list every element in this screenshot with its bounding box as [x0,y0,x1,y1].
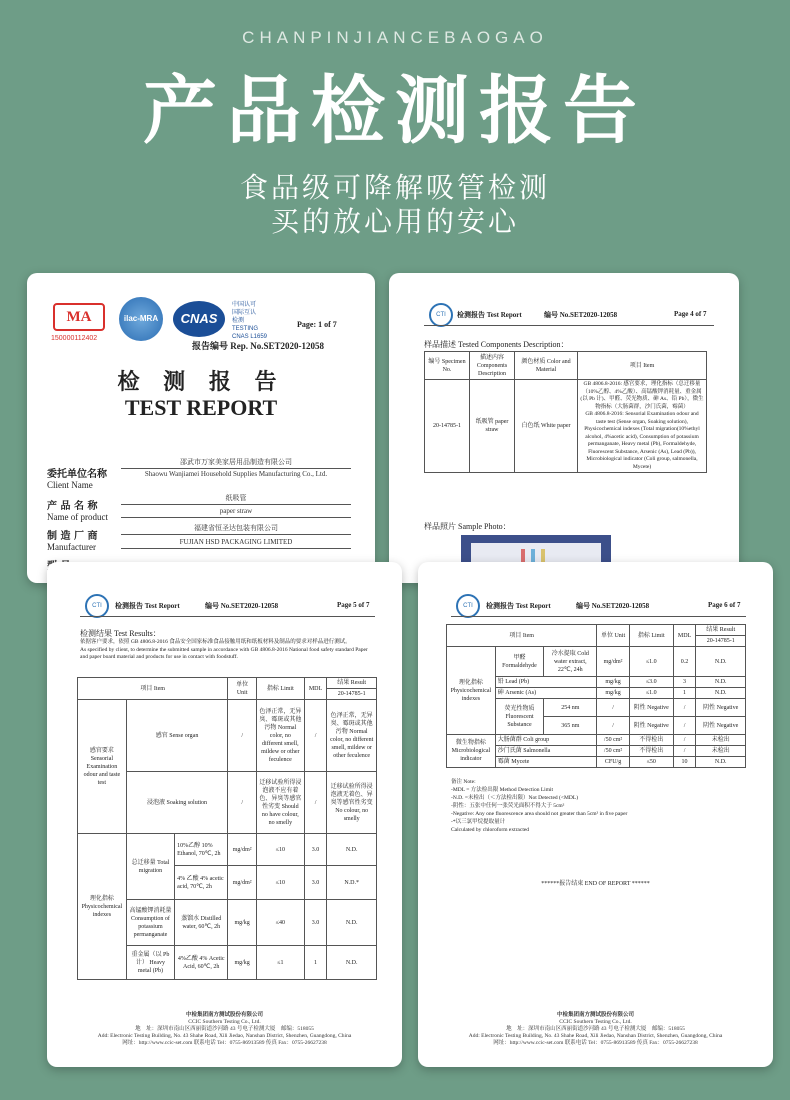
lead-result: N.D. [696,677,746,688]
col-unit: 单位 Unit [597,625,629,647]
cover-title-en: TEST REPORT [124,395,278,420]
page6-header-label: 检测报告 Test Report [486,602,551,610]
cnas-text: 中国认可 国际互认 检测 TESTING CNAS L1659 [232,302,268,340]
soak-limit: 迁移试验所得浸泡液不应有着色、异臭等感官性劣变 Should no have colour, no smelly [256,772,304,834]
ilac-logo: ilac-MRA [119,297,163,341]
item-sense-organ: 感官 Sense organ [126,700,228,772]
formaldehyde-unit: mg/dm² [597,647,629,677]
mig2-unit: mg/dm² [228,866,257,900]
coli-result: 未检出 [696,735,746,746]
arsenic-result: N.D. [696,688,746,699]
formaldehyde-mdl: 0.2 [673,647,696,677]
soak-mdl: / [304,772,327,834]
heavy-mdl: 1 [304,946,327,980]
item-kmno4: 高锰酸钾消耗量 Consumption of potassium permanganate [126,900,174,946]
page4-header-rule [424,325,714,326]
mig-acetic: 4% 乙酸 4% acetic acid, 70℃, 2h [175,866,228,900]
formaldehyde-result: N.D. [696,647,746,677]
page6-notes: 备注 Note: -MDL = 方法检出限 Method Detection Limit -N.D. =未检出（＜方法检出限）Not Detected (<MDL) -阴性：五张中任何一张荧光面积不得大于 5cm² -Negative: Any one fluorescence area should not greater than 5cm² in five paper -*以三氯甲烷提取量计 Calculated by chloroform extracted [451,779,628,833]
page6-header-no: 编号 No.SET2020-12058 [576,602,650,610]
mig1-mdl: 3.0 [304,834,327,866]
page4-photo-label: 样品照片 Sample Photo： [424,522,511,531]
kmno4-unit: mg/kg [228,900,257,946]
client-value-en: Shaowu Wanjiamei Household Supplies Manufacturing Co., Ltd. [144,470,328,478]
heavy-cond: 4%乙酸 4% Acetic Acid, 60℃, 2h [175,946,228,980]
fluor254-unit: / [597,699,629,717]
client-label: 委托单位名称 Client Name [47,469,107,490]
heavy-result: N.D. [327,946,377,980]
myc-result: N.D. [696,757,746,768]
manufacturer-value-cn: 福建省恒圣达包装有限公司 [121,523,351,535]
kmno4-limit: ≤40 [256,900,304,946]
item-soaking: 浸泡液 Soaking solution [126,772,228,834]
heavy-unit: mg/kg [228,946,257,980]
col-unit: 单位 Unit [228,678,257,700]
fluor365-unit: / [597,717,629,735]
cti-logo-icon: CTI [429,303,453,327]
soak-unit: / [228,772,257,834]
fluor365-limit: 阴性 Negative [629,717,673,735]
col-result: 结果 Result [696,625,746,636]
salm-unit: /50 cm² [597,746,629,757]
page5-header-no: 编号 No.SET2020-12058 [205,602,279,610]
cell-description: 纸吸管 paper straw [470,380,515,473]
product-value-en: paper straw [121,506,351,518]
arsenic-unit: mg/kg [597,688,629,699]
mig1-result: N.D. [327,834,377,866]
col-description: 描述内容 Components Description [470,352,515,380]
myc-unit: CFU/g [597,757,629,768]
salm-mdl: / [673,746,696,757]
kmno4-result: N.D. [327,900,377,946]
item-lead: 铅 Lead (Pb) [495,677,597,688]
fluor-365: 365 nm [544,717,597,735]
salm-result: 未检出 [696,746,746,757]
arsenic-mdl: 1 [673,688,696,699]
fluor365-mdl: / [673,717,696,735]
coli-limit: 不得检出 [629,735,673,746]
fluor254-limit: 阴性 Negative [629,699,673,717]
mig1-unit: mg/dm² [228,834,257,866]
col-specimen: 编号 Specimen No. [425,352,470,380]
header-subtitle-1: 食品级可降解吸管检测 [239,171,550,204]
group-microbiological: 微生物指标 Microbiological indicator [447,735,496,768]
page5-section-title: 检测结果 Test Results： [80,629,161,638]
lead-limit: ≤3.0 [629,677,673,688]
myc-limit: ≤50 [629,757,673,768]
heavy-limit: ≤1 [256,946,304,980]
col-item: 项目 Item [578,352,707,380]
arsenic-limit: ≤1.0 [629,688,673,699]
mig2-mdl: 3.0 [304,866,327,900]
lead-unit: mg/kg [597,677,629,688]
header-title: 产品检测报告 [143,68,647,154]
mig2-limit: ≤10 [256,866,304,900]
page4-section-title: 样品描述 Tested Components Description： [424,340,569,349]
col-item: 项目 Item [78,678,228,700]
cell-color: 白色纸 White paper [515,380,578,473]
report-cover-card [27,273,375,583]
sense-limit: 色泽正常，无异臭、霉斑或其他污物 Normal color, no different smell, mildew or other feculence [256,700,304,772]
coli-mdl: / [673,735,696,746]
page6-footer: 中检集团南方测试股份有限公司 CCIC Southern Testing Co., Ltd. 地 址：深圳市南山区西丽街道沙河路 43 号电子检测大厦 邮编：518055 Add: Electronic Testing Building, No. 43 Shahe Road, Xili Jiedao, Nanshan District, Shenzhen, Guangdong, China 网址：http://www.ccic-set.com 联系电话 Tel：0755-86913589 传真 Fax：0755-26627238 [468,1012,723,1046]
group-sensorial: 感官要求 Sensorial Examination odour and taste test [78,700,127,834]
sense-unit: / [228,700,257,772]
page6-header-rule [451,616,746,617]
item-formaldehyde: 甲醛 Formaldehyde [495,647,543,677]
item-coli: 大肠菌群 Coli group [495,735,597,746]
cti-logo-icon: CTI [456,594,480,618]
salm-limit: 不得检出 [629,746,673,757]
mig2-result: N.D.* [327,866,377,900]
item-mycete: 霉菌 Mycete [495,757,597,768]
item-total-migration: 总迁移量 Total migration [126,834,174,900]
results-table-page6 [446,624,746,768]
client-value-cn: 邵武市万家美家居用品制造有限公司 [121,457,351,469]
col-result: 结果 Result [327,678,377,689]
col-mdl: MDL [673,625,696,647]
item-salmonella: 沙门氏菌 Salmonella [495,746,597,757]
cell-item: GB 4806.8-2016: 感官要求，理化指标（总迁移量（10%乙醇、4%乙酸）、高锰酸钾消耗量、重金属(以 Pb 计)、甲醛、荧光物质、砷 As、铅 Pb），微生物指标（大肠菌群，沙门氏菌，霉菌） GB 4806.8-2016: Sensorial Examination odour and taste test (Sense organ, Soaking solution), Physicochemical indexes (Total migration(10%ethyl alcohol, 4%acetic acid), Consumption of potassium permanganate, Heavy metal (Pb), Formaldehyde, Fluorescent Substance, Arsenic (As), Lead (Pb)), Microbiological indicator (Coli group, salmonella, Mycete) [578,380,707,473]
page5-header-label: 检测报告 Test Report [115,602,180,610]
page6-header-page: Page 6 of 7 [708,601,741,609]
group-physicochemical: 理化指标 Physicochemical indexes [447,647,496,735]
item-arsenic: 砷 Arsenic (As) [495,688,597,699]
report-page-4-card [389,273,739,583]
page5-header-rule [80,616,375,617]
report-page-6-card [418,562,773,1067]
fluor365-result: 阴性 Negative [696,717,746,735]
page4-header-no: 编号 No.SET2020-12058 [544,311,618,319]
col-limit: 指标 Limit [256,678,304,700]
sense-result: 色泽正常，无异臭、霉斑或其他污物 Normal color, no different smell, mildew or other feculence [327,700,377,772]
group-physicochemical: 理化指标 Physicochemical indexes [78,834,127,980]
components-table [424,351,707,473]
cma-number: 150000112402 [51,335,98,342]
col-mdl: MDL [304,678,327,700]
coli-unit: /50 cm² [597,735,629,746]
page4-header-label: 检测报告 Test Report [457,311,522,319]
lead-mdl: 3 [673,677,696,688]
cover-title-cn: 检 测 报 告 [117,369,285,395]
col-color: 颜色材质 Color and Material [515,352,578,380]
results-table-page5 [77,677,377,980]
fluor-254: 254 nm [544,699,597,717]
page5-header-page: Page 5 of 7 [337,601,370,609]
kmno4-mdl: 3.0 [304,900,327,946]
item-fluorescent: 荧光性物质 Fluorescent Substance [495,699,543,735]
report-page-5-card [47,562,402,1067]
cma-logo: MA [53,303,105,331]
col-sample: 20-14785-1 [327,689,377,700]
end-of-report: ******报告结束 END OF REPORT ****** [541,881,650,887]
fluor254-mdl: / [673,699,696,717]
formaldehyde-limit: ≤1.0 [629,647,673,677]
product-label: 产 品 名 称 Name of product [47,501,108,522]
mig-ethanol: 10%乙醇 10% Ethanol, 70℃, 2h [175,834,228,866]
manufacturer-value-en: FUJIAN HSD PACKAGING LIMITED [121,537,351,549]
col-limit: 指标 Limit [629,625,673,647]
mig1-limit: ≤10 [256,834,304,866]
manufacturer-label: 制 造 厂 商 Manufacturer [47,531,98,552]
page5-footer: 中检集团南方测试股份有限公司 CCIC Southern Testing Co., Ltd. 地 址：深圳市南山区西丽街道沙河路 43 号电子检测大厦 邮编：518055 Add: Electronic Testing Building, No. 43 Shahe Road, Xili Jiedao, Nanshan District, Shenzhen, Guangdong, China 网址：http://www.ccic-set.com 联系电话 Tel：0755-86913589 传真 Fax：0755-26627238 [97,1012,352,1046]
cover-page-number: Page: 1 of 7 [297,320,337,329]
cnas-logo: CNAS [173,301,225,337]
item-heavy-metal: 重金属（以 Pb 计） Heavy metal (Pb) [126,946,174,980]
sense-mdl: / [304,700,327,772]
cell-specimen: 20-14785-1 [425,380,470,473]
header-pinyin: CHANPINJIANCEBAOGAO [242,28,548,47]
fluor254-result: 阴性 Negative [696,699,746,717]
kmno4-cond: 蒸馏水 Distilled water, 60℃, 2h [175,900,228,946]
formaldehyde-cond: 冷水提取 Cold water extract, 22℃, 24h [544,647,597,677]
cti-logo-icon: CTI [85,594,109,618]
col-item: 项目 Item [447,625,597,647]
header-subtitle-2: 买的放心用的安心 [270,205,519,238]
cover-report-no: 报告编号 Rep. No.SET2020-12058 [192,341,325,351]
product-value-cn: 纸吸管 [121,493,351,505]
col-sample: 20-14785-1 [696,636,746,647]
page5-intro: 依据客户要求，依照 GB 4806.8-2016 食品安全国家标准食品接触用纸和纸板材料及制品的要求对样品进行测试。 As specified by client, to determine the submitted sample in accordance with GB 4806.8-2016 National food safety standard Paper and paper board material and products for use in contact with foodstuff. [80,639,368,660]
myc-mdl: 10 [673,757,696,768]
soak-result: 迁移试验所得浸泡液无着色、异臭等感官性劣变 No colour, no smelly [327,772,377,834]
page4-header-page: Page 4 of 7 [674,310,707,318]
